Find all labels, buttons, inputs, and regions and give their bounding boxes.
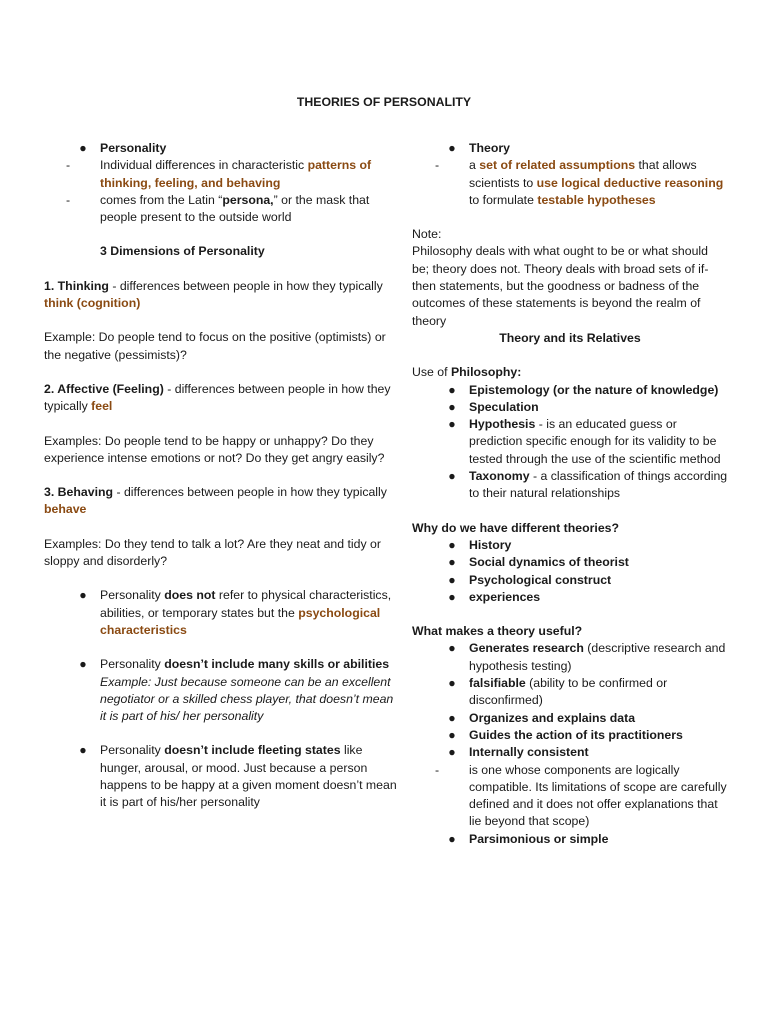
behaving-example: Examples: Do they tend to talk a lot? Are they neat and tidy or sloppy and disorderly?: [44, 536, 381, 569]
page-title: THEORIES OF PERSONALITY: [296, 95, 472, 109]
note-label: Note:: [412, 227, 442, 242]
affective-example: Examples: Do people tend to be happy or unhappy? Do they experience intense emotions or not? Do they get angry easily?: [44, 433, 385, 465]
why-item: ● History: [448, 537, 512, 552]
why-item: ● Psychological construct: [448, 572, 612, 587]
right-column: [412, 140, 728, 848]
why-item: ● experiences: [448, 589, 541, 604]
philosophy-item: ● Hypothesis - is an educated guess or prediction specific enough for its validity to be tested through the use of the scientific method: [448, 417, 721, 466]
useful-item: ● Generates research (descriptive research and hypothesis testing): [448, 641, 726, 673]
philosophy-item: ● Speculation: [448, 399, 539, 414]
bullet-fleeting-states: ● Personality doesn’t include fleeting states like hunger, arousal, or mood. Just because a person happens to be happy at a given moment doesn’t mean it is part of his/her personality: [79, 743, 397, 810]
theory-definition: - a set of related assumptions that allows scientists to use logical deductive reasoning to formulate testable hypotheses: [435, 158, 724, 207]
bullet-not-physical: ● Personality does not refer to physical characteristics, abilities, or temporary states but the psychological characteristics: [79, 588, 392, 637]
useful-item: ● Parsimonious or simple: [448, 831, 609, 846]
philosophy-item: ● Taxonomy - a classification of things according to their natural relationships: [448, 469, 728, 501]
note-text: Philosophy deals with what ought to be or what should be; theory does not. Theory deals with broad sets of if-then statements, but the goodness or badness of the outcomes of these statements is beyond the realm of theory: [412, 244, 709, 328]
bullet-skills: ● Personality doesn’t include many skills or abilities Example: Just because someone can be an excellent negotiator or a skilled chess player, that doesn’t mean it is part of his/ her personality: [79, 657, 394, 724]
useful-subitem: - is one whose components are logically compatible. Its limitations of scope are carefully defined and it does not offer explanations that lie beyond that scope): [435, 762, 727, 829]
useful-item: ● Organizes and explains data: [448, 710, 636, 725]
why-heading: Why do we have different theories?: [412, 520, 620, 535]
useful-heading: What makes a theory useful?: [412, 624, 583, 639]
philosophy-item: ● Epistemology (or the nature of knowledge): [448, 382, 719, 397]
why-item: ● Social dynamics of theorist: [448, 555, 629, 570]
useful-item: ● Internally consistent: [448, 745, 589, 760]
latin-origin: - comes from the Latin “persona,” or the mask that people present to the outside world: [66, 192, 370, 225]
thinking-example: Example: Do people tend to focus on the positive (optimists) or the negative (pessimists)?: [44, 330, 386, 362]
behaving-dimension: 3. Behaving - differences between people in how they typically behave: [44, 485, 387, 517]
useful-item: ● Guides the action of its practitioners: [448, 727, 683, 742]
left-column: [44, 140, 402, 812]
personality-heading: ● Personality: [79, 141, 167, 155]
affective-dimension: 2. Affective (Feeling) - differences between people in how they typically feel: [44, 381, 391, 414]
thinking-dimension: 1. Thinking - differences between people in how they typically think (cognition): [44, 278, 383, 311]
use-of-philosophy: Use of Philosophy:: [412, 365, 522, 380]
personality-definition: - Individual differences in characteristic patterns of thinking, feeling, and behaving: [66, 158, 372, 190]
relatives-heading: Theory and its Relatives: [499, 330, 641, 345]
dimensions-heading: 3 Dimensions of Personality: [100, 244, 265, 259]
useful-item: ● falsifiable (ability to be confirmed or disconfirmed): [448, 676, 668, 708]
theory-heading: ● Theory: [448, 141, 510, 155]
